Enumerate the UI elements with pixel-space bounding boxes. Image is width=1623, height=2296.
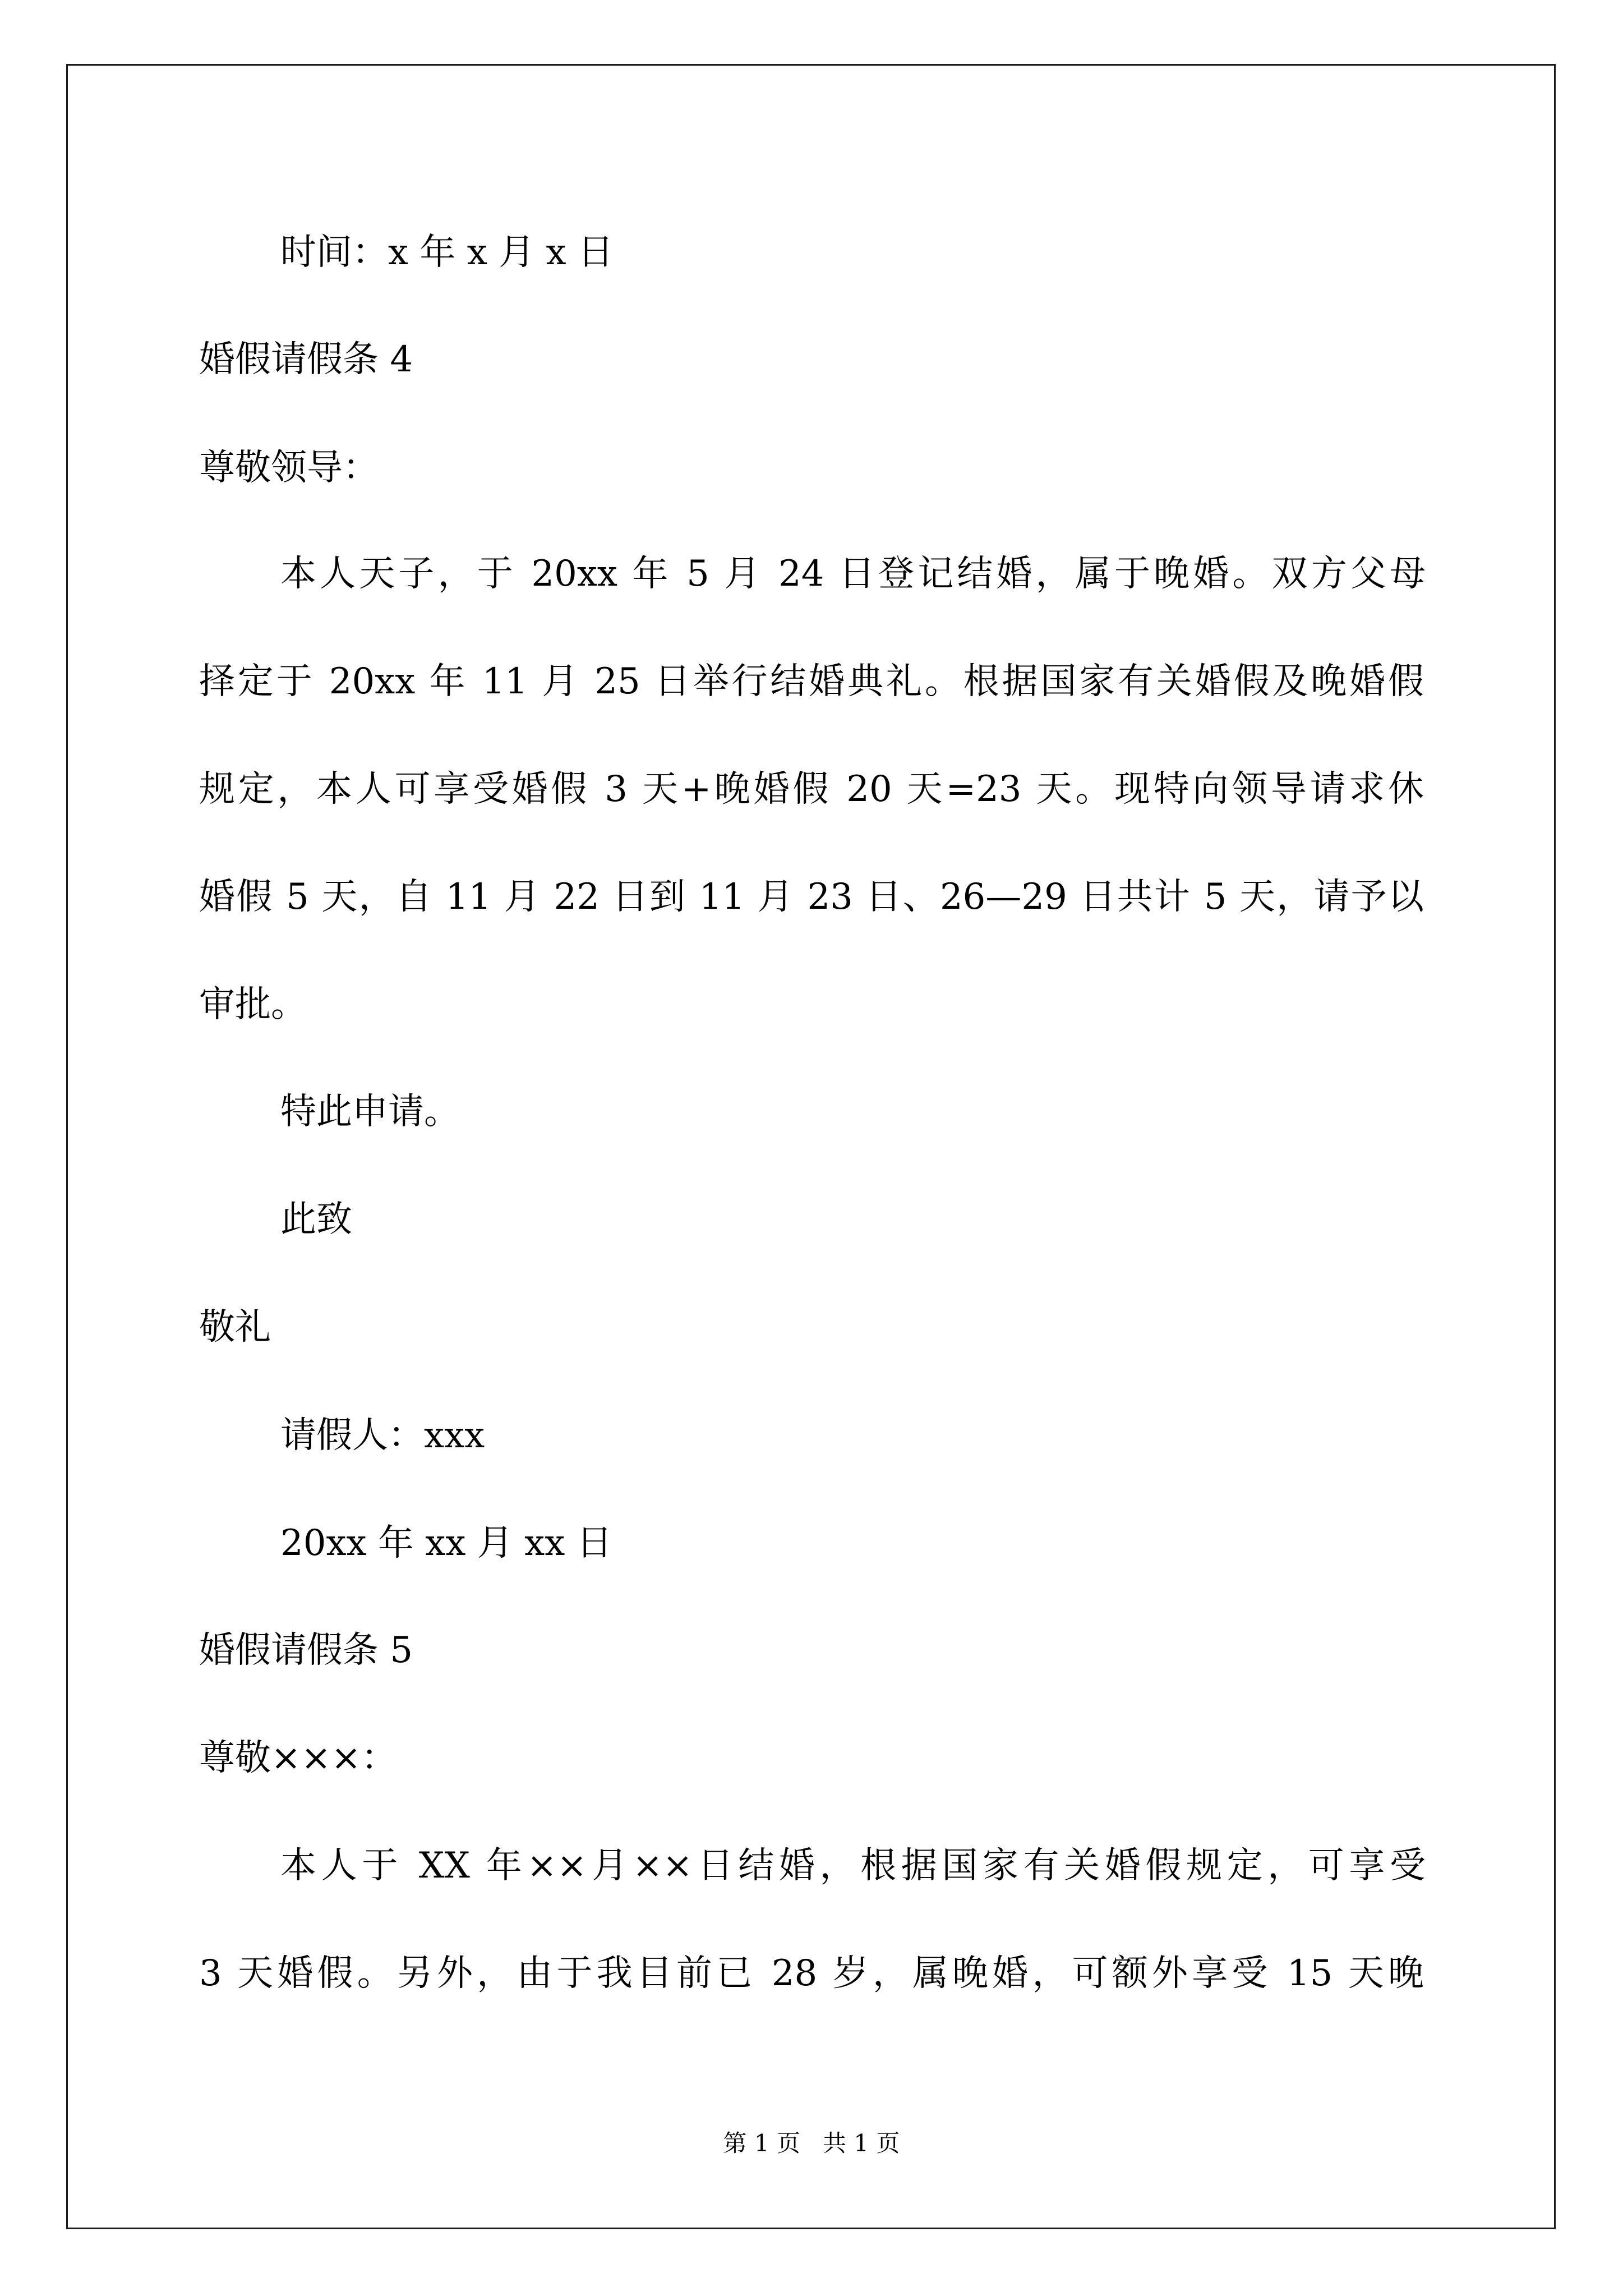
closing-request: 特此申请。 [280, 1091, 460, 1133]
date-line: 时间：x 年 x 月 x 日 [280, 232, 614, 273]
body-line-4-5: 审批。 [199, 984, 307, 1025]
closing-regards-1: 此致 [280, 1199, 352, 1240]
page-border [66, 64, 1556, 2229]
section-heading-4: 婚假请假条 4 [199, 339, 413, 380]
section-heading-5: 婚假请假条 5 [199, 1630, 413, 1671]
salutation-4: 尊敬领导： [199, 447, 379, 489]
body-line-4-2: 择定于 20xx 年 11 月 25 日举行结婚典礼。根据国家有关婚假及晚婚假 [199, 661, 1424, 702]
body-line-5-1: 本人于 XX 年××月××日结婚，根据国家有关婚假规定，可享受 [280, 1845, 1426, 1887]
body-line-4-4: 婚假 5 天，自 11 月 22 日到 11 月 23 日、26—29 日共计 5 天，请予以 [199, 876, 1424, 918]
body-line-4-1: 本人天子，于 20xx 年 5 月 24 日登记结婚，属于晚婚。双方父母 [280, 553, 1426, 595]
body-line-5-2: 3 天婚假。另外，由于我目前已 28 岁，属晚婚，可额外享受 15 天晚 [199, 1953, 1424, 1994]
signature-date: 20xx 年 xx 月 xx 日 [280, 1522, 612, 1564]
page-number-footer: 第 1 页 共 1 页 [723, 2129, 900, 2157]
closing-regards-2: 敬礼 [199, 1306, 271, 1348]
salutation-5: 尊敬×××： [199, 1737, 397, 1779]
body-line-4-3: 规定，本人可享受婚假 3 天+晚婚假 20 天=23 天。现特向领导请求休 [199, 769, 1424, 810]
applicant-line: 请假人：xxx [280, 1415, 485, 1456]
